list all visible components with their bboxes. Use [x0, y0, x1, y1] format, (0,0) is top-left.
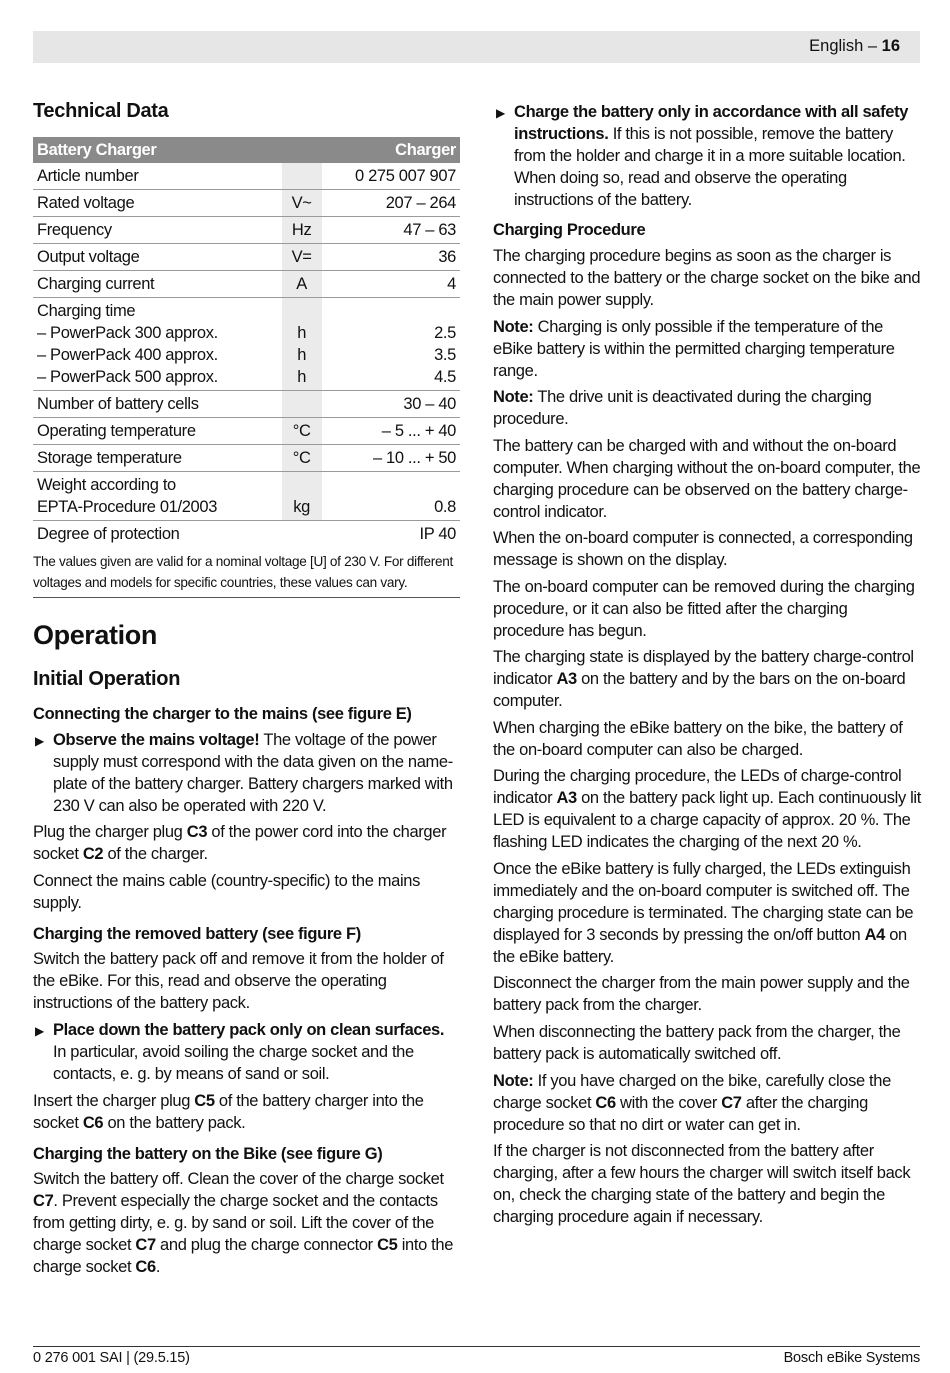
p8-a4: A4 [864, 926, 885, 944]
row-value: – 10 ... + 50 [322, 445, 460, 472]
charging-time-labels [33, 298, 282, 391]
procedure-title: Charging Procedure [493, 221, 646, 239]
note3-paragraph [493, 1070, 921, 1136]
bike-post: . [155, 1258, 161, 1276]
weight-value: 0.8 [322, 472, 460, 521]
connecting-title: Connecting the charger to the mains (see figure E) [33, 705, 412, 723]
bike-pre: Switch the battery off. Clean the cover of the charge socket [33, 1170, 444, 1188]
row-label: Frequency [33, 217, 282, 244]
weight-labels [33, 472, 282, 521]
observe-text: The voltage of the power supply must correspond with the data given on the name-plate of the battery charger. Battery chargers marked with 230 V can also be operated with 220 V. [53, 731, 453, 815]
row-label: Rated voltage [33, 190, 282, 217]
safety-bold: Charge the battery only in accordance with all safety instructions. [514, 103, 909, 143]
row-unit: A [282, 271, 322, 298]
row-unit: V= [282, 244, 322, 271]
row-label: Article number [33, 163, 282, 190]
technical-data-table [33, 137, 460, 547]
plug-mid: of the power cord into the charger socket [33, 823, 447, 863]
row-unit: Hz [282, 217, 322, 244]
p8-pre: Once the eBike battery is fully charged, the LEDs extinguish immediately and the on-board computer is switched off. The charging procedure is terminated. The charging state can be displayed for 3 seconds by pressing the on/off button [493, 860, 914, 944]
row-value: 0 275 007 907 [322, 163, 460, 190]
weight-unit: kg [282, 472, 322, 521]
row-label: Storage temperature [33, 445, 282, 472]
page-number: 16 [881, 37, 900, 55]
removed-title: Charging the removed battery (see figure F) [33, 925, 361, 943]
procedure-p3: When the on-board computer is connected, a corresponding message is shown on the display. [493, 529, 913, 569]
bullet-arrow-icon: ▶ [35, 734, 45, 748]
row-value: 4 [322, 271, 460, 298]
row-unit [282, 391, 322, 418]
plug-c2: C2 [82, 845, 104, 863]
table-header-unit [282, 137, 322, 163]
p7-pre: During the charging procedure, the LEDs of charge-control indicator [493, 767, 902, 807]
operation-title: Operation [33, 620, 157, 650]
clean-paragraph [53, 1019, 460, 1085]
charging-time-item-label: – PowerPack 300 approx. [37, 324, 218, 342]
note2-text: The drive unit is deactivated during the charging procedure. [493, 388, 872, 428]
procedure-p4: The on-board computer can be removed during the charging procedure, or it can also be fitted after the charging procedure has begun. [493, 578, 915, 640]
row-unit: °C [282, 418, 322, 445]
weight-label-1: Weight according to [37, 476, 176, 494]
row-value: 30 – 40 [322, 391, 460, 418]
note1-bold: Note: [493, 318, 534, 336]
row-value: 47 – 63 [322, 217, 460, 244]
clean-text: In particular, avoid soiling the charge socket and the contacts, e. g. by means of sand or soil. [53, 1043, 414, 1083]
charging-time-label: Charging time [37, 302, 136, 320]
bike-c5: C5 [377, 1236, 398, 1254]
bike-c7b: C7 [135, 1236, 156, 1254]
row-label: Output voltage [33, 244, 282, 271]
table-header-row [33, 137, 460, 163]
procedure-p8 [493, 858, 921, 968]
bike-c7: C7 [33, 1192, 54, 1210]
header-separator: – [863, 37, 882, 55]
weight-label-2: EPTA-Procedure 01/2003 [37, 498, 218, 516]
procedure-p9: Disconnect the charger from the main power supply and the battery pack from the charger. [493, 974, 910, 1014]
row-unit [282, 163, 322, 190]
p7-a3: A3 [556, 789, 577, 807]
charging-time-item-value: 3.5 [434, 346, 456, 364]
observe-paragraph [53, 729, 460, 817]
charging-time-units [282, 298, 322, 391]
insert-post: on the battery pack. [103, 1114, 246, 1132]
observe-bold: Observe the mains voltage! [53, 731, 260, 749]
footer-doc-id: 0 276 001 SAI | (29.5.15) [33, 1350, 190, 1366]
charging-time-item-label: – PowerPack 400 approx. [37, 346, 218, 364]
procedure-p11: If the charger is not disconnected from the battery after charging, after a few hours the charger will switch itself back on, check the charging state of the battery and begin the charging procedure again if necessary. [493, 1142, 911, 1226]
charging-time-item-unit: h [297, 368, 307, 386]
table-row [33, 271, 460, 298]
bike-title: Charging the battery on the Bike (see figure G) [33, 1145, 383, 1163]
table-note: The values given are valid for a nominal voltage [U] of 230 V. For different voltages and models for specific countries, these values can vary. [33, 551, 460, 598]
insert-mid: of the battery charger into the socket [33, 1092, 424, 1132]
bullet-arrow-icon: ▶ [496, 106, 506, 120]
p5-pre: The charging state is displayed by the battery charge-control indicator [493, 648, 914, 688]
plug-paragraph [33, 821, 460, 865]
initial-operation-title: Initial Operation [33, 668, 181, 690]
footer-brand: Bosch eBike Systems [783, 1350, 920, 1366]
charging-time-item-value: 4.5 [434, 368, 456, 386]
clean-bold: Place down the battery pack only on clean surfaces. [53, 1021, 445, 1039]
header-language: English [809, 37, 864, 55]
charging-time-item-label: – PowerPack 500 approx. [37, 368, 218, 386]
table-row [33, 163, 460, 190]
row-label: Charging current [33, 271, 282, 298]
note1-paragraph [493, 316, 921, 382]
table-row [33, 244, 460, 271]
note3-mid: with the cover [615, 1094, 722, 1112]
table-row-charging-time [33, 298, 460, 391]
table-row [33, 217, 460, 244]
row-value: – 5 ... + 40 [322, 418, 460, 445]
charging-time-item-unit: h [297, 346, 307, 364]
removed-paragraph: Switch the battery pack off and remove it from the holder of the eBike. For this, read and observe the operating instructions of the battery pack. [33, 950, 444, 1012]
plug-post: of the charger. [103, 845, 208, 863]
insert-paragraph [33, 1090, 460, 1134]
note2-paragraph [493, 386, 921, 430]
note1-text: Charging is only possible if the temperature of the eBike battery is within the permitted charging temperature range. [493, 318, 895, 380]
footer-divider [33, 1346, 920, 1347]
bike-c6: C6 [135, 1258, 156, 1276]
table-row [33, 418, 460, 445]
header-text [809, 37, 900, 56]
bike-mid: . Prevent especially the charge socket and the contacts from getting dirty, e. g. by sand or soil. Lift the cover of the charge socket [33, 1192, 438, 1254]
note3-post: after the charging procedure so that no dirt or water can get in. [493, 1094, 868, 1134]
table-row-weight [33, 472, 460, 521]
p7-post: on the battery pack light up. Each continuously lit LED is equivalent to a charge capacity of approx. 20 %. The flashing LED indicates the charging of the next 20 %. [493, 789, 921, 851]
bike-paragraph [33, 1168, 460, 1278]
plug-c3: C3 [186, 823, 208, 841]
row-unit: °C [282, 445, 322, 472]
table-header-label: Battery Charger [33, 137, 282, 163]
procedure-p5 [493, 646, 921, 712]
table-row [33, 445, 460, 472]
note2-bold: Note: [493, 388, 534, 406]
charging-time-item-value: 2.5 [434, 324, 456, 342]
procedure-p10: When disconnecting the battery pack from the charger, the battery pack is automatically switched off. [493, 1023, 901, 1063]
row-unit: V~ [282, 190, 322, 217]
procedure-p7 [493, 765, 921, 853]
insert-c5: C5 [194, 1092, 215, 1110]
table-row [33, 521, 460, 548]
row-value: 36 [322, 244, 460, 271]
bullet-arrow-icon: ▶ [35, 1024, 45, 1038]
procedure-p1: The charging procedure begins as soon as the charger is connected to the battery or the charge socket on the bike and the main power supply. [493, 247, 921, 309]
table-row [33, 190, 460, 217]
procedure-p6: When charging the eBike battery on the bike, the battery of the on-board computer can also be charged. [493, 719, 903, 759]
insert-c6: C6 [82, 1114, 104, 1132]
table-row [33, 391, 460, 418]
plug-pre: Plug the charger plug [33, 823, 187, 841]
bike-mid3: into the charge socket [33, 1236, 454, 1276]
note3-bold: Note: [493, 1072, 534, 1090]
note3-c7: C7 [721, 1094, 742, 1112]
row-unit [282, 521, 322, 548]
insert-pre: Insert the charger plug [33, 1092, 195, 1110]
row-value: 207 – 264 [322, 190, 460, 217]
p5-a3: A3 [556, 670, 577, 688]
row-label: Degree of protection [37, 525, 180, 543]
table-header-value: Charger [322, 137, 460, 163]
row-value: IP 40 [419, 525, 456, 543]
page-header [33, 31, 920, 63]
bike-mid2: and plug the charge connector [155, 1236, 378, 1254]
row-label: Number of battery cells [33, 391, 282, 418]
procedure-p2: The battery can be charged with and without the on-board computer. When charging without the on-board computer, the charging procedure can be observed on the battery charge-control indicator. [493, 437, 921, 521]
safety-paragraph [514, 101, 921, 211]
p5-post: on the battery and by the bars on the on-board computer. [493, 670, 906, 710]
row-label: Operating temperature [33, 418, 282, 445]
charging-time-values [322, 298, 460, 391]
safety-text: If this is not possible, remove the battery from the holder and charge it in a more suitable location. When doing so, read and observe the operating instructions of the battery. [514, 125, 906, 209]
note3-pre: If you have charged on the bike, carefully close the charge socket [493, 1072, 891, 1112]
connect-mains-paragraph: Connect the mains cable (country-specific) to the mains supply. [33, 872, 421, 912]
charging-time-item-unit: h [297, 324, 307, 342]
technical-data-title: Technical Data [33, 100, 169, 122]
note3-c6: C6 [595, 1094, 616, 1112]
p8-post: on the eBike battery. [493, 926, 907, 966]
